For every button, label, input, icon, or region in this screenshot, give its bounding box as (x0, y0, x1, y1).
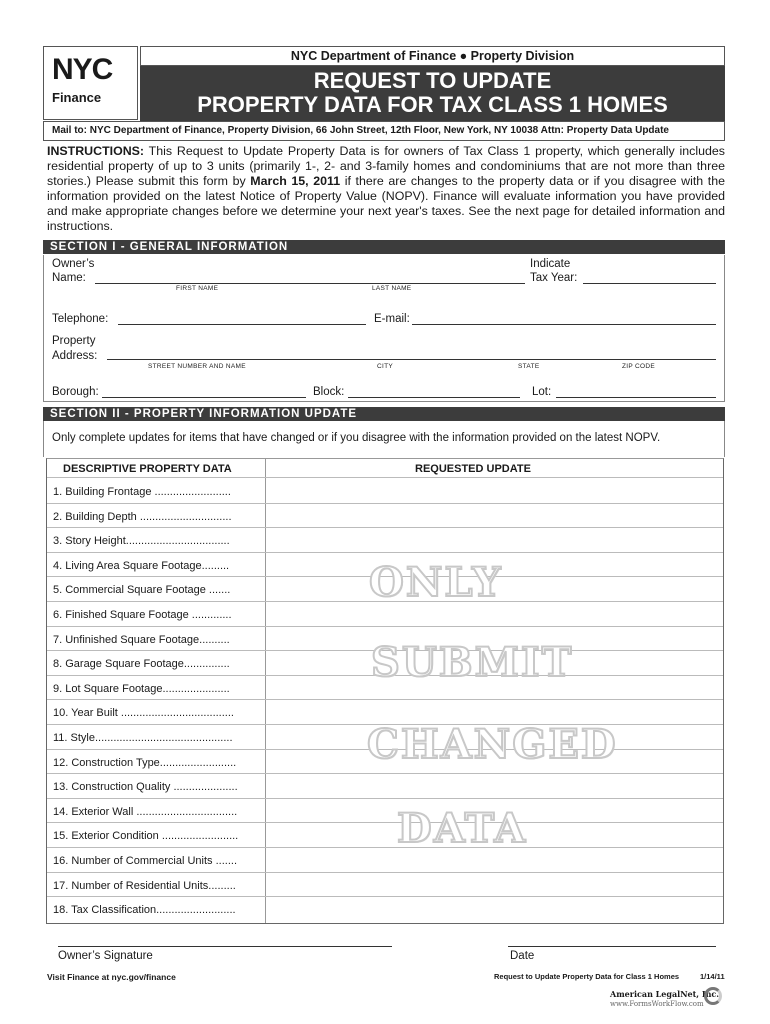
first-name-caption: FIRST NAME (176, 285, 219, 292)
property-address-label-1: Property (52, 335, 96, 347)
requested-update-cell[interactable] (266, 479, 723, 502)
row-label: 3. Story Height.................................. (53, 535, 230, 548)
email-field[interactable] (412, 324, 716, 325)
col-header-descriptive: DESCRIPTIVE PROPERTY DATA (63, 463, 232, 475)
logo-nyc-text: NYC (52, 53, 113, 86)
header-underline (47, 477, 723, 478)
requested-update-cell[interactable] (266, 504, 723, 527)
instructions-label: INSTRUCTIONS: (47, 144, 145, 158)
instructions-paragraph (47, 144, 725, 234)
row-label: 1. Building Frontage ......................... (53, 486, 231, 498)
col-header-requested: REQUESTED UPDATE (415, 463, 531, 475)
owners-name-label-2: Name: (52, 272, 86, 284)
section2-title: SECTION II - PROPERTY INFORMATION UPDATE (43, 407, 725, 421)
row-label: 17. Number of Residential Units......... (53, 879, 236, 892)
lot-label: Lot: (532, 386, 552, 398)
instructions-text-2: if there are changes to the property data or if you disagree with the information provided on the latest Notice of Property Value (NOPV). Finance will evaluate information you have provided and make appropriate changes before we determine your next year's taxes. See the next page for detailed information and instructions. (47, 174, 726, 233)
property-address-field[interactable] (107, 359, 716, 360)
borough-label: Borough: (52, 386, 99, 398)
tax-year-field[interactable] (583, 283, 716, 284)
requested-update-cell[interactable] (266, 774, 723, 797)
city-caption: CITY (377, 363, 394, 370)
row-label: 13. Construction Quality ..................... (53, 781, 238, 794)
telephone-field[interactable] (118, 324, 366, 325)
logo-finance-text: Finance (52, 90, 102, 105)
footer-visit-link[interactable]: Visit Finance at nyc.gov/finance (47, 972, 176, 982)
requested-update-cell[interactable] (266, 528, 723, 551)
row-label: 5. Commercial Square Footage ....... (53, 584, 231, 597)
row-label: 4. Living Area Square Footage......... (53, 559, 230, 572)
row-label: 12. Construction Type......................... (53, 756, 237, 769)
requested-update-cell[interactable] (266, 700, 723, 723)
form-title-bar (140, 66, 725, 121)
publisher-name: American LegalNet, Inc. (610, 989, 720, 999)
block-field[interactable] (348, 397, 520, 398)
email-label: E-mail: (374, 313, 410, 325)
date-label: Date (510, 950, 535, 962)
borough-field[interactable] (102, 397, 306, 398)
instructions-deadline: March 15, 2011 (250, 174, 341, 188)
watermark-only: ONLY (369, 559, 503, 606)
section2-note: Only complete updates for items that have changed or if you disagree with the information provided on the latest NOPV. (52, 432, 661, 444)
publisher-url: www.FormsWorkFlow.com (610, 1000, 704, 1008)
zip-caption: ZIP CODE (622, 363, 655, 370)
form-title-line2: PROPERTY DATA FOR TAX CLASS 1 HOMES (197, 92, 668, 117)
signature-label: Owner’s Signature (58, 950, 153, 962)
property-data-table (46, 458, 724, 924)
section1-title: SECTION I - GENERAL INFORMATION (43, 240, 725, 254)
footer-form-date: 1/14/11 (700, 972, 725, 981)
instructions-text-1: This Request to Update Property Data is for owners of Tax Class 1 property, which generally includes residential property of up to 3 units (primarily 1-, 2- and 3-family homes and condominiums that are not more than three stories.) Please submit this form by (47, 144, 725, 188)
watermark-changed: CHANGED (367, 721, 618, 768)
requested-update-cell[interactable] (266, 873, 723, 896)
department-line: NYC Department of Finance ● Property Division (140, 46, 725, 66)
row-label: 10. Year Built ..................................... (53, 707, 234, 720)
owners-name-label-1: Owner’s (52, 258, 95, 270)
tax-year-label-1: Indicate (530, 258, 571, 270)
row-label: 15. Exterior Condition ......................... (53, 830, 239, 843)
property-address-label-2: Address: (52, 350, 98, 362)
watermark-data: DATA (397, 805, 528, 852)
block-label: Block: (313, 386, 345, 398)
row-label: 2. Building Depth .............................. (53, 510, 232, 523)
row-label: 9. Lot Square Footage...................... (53, 682, 230, 695)
row-label: 8. Garage Square Footage............... (53, 658, 230, 671)
row-label: 7. Unfinished Square Footage.......... (53, 633, 230, 646)
watermark-submit: SUBMIT (371, 639, 574, 686)
row-label: 6. Finished Square Footage ............. (53, 609, 232, 621)
state-caption: STATE (518, 363, 540, 370)
nyc-finance-logo (43, 46, 138, 120)
lot-field[interactable] (556, 397, 716, 398)
publisher-logo-icon (704, 987, 722, 1005)
signature-field[interactable] (58, 946, 392, 947)
form-title-line1: REQUEST TO UPDATE (313, 68, 552, 93)
last-name-caption: LAST NAME (372, 285, 412, 292)
section1-box (43, 255, 725, 402)
row-label: 16. Number of Commercial Units ....... (53, 855, 237, 867)
row-label: 18. Tax Classification.......................... (53, 904, 236, 917)
footer-form-title: Request to Update Property Data for Class 1 Homes (494, 972, 680, 981)
mail-to-address: Mail to: NYC Department of Finance, Property Division, 66 John Street, 12th Floor, New York, NY 10038 Attn: Property Data Update (43, 121, 725, 141)
street-caption: STREET NUMBER AND NAME (148, 363, 246, 370)
row-label: 11. Style............................................. (53, 732, 233, 744)
requested-update-cell[interactable] (266, 897, 723, 920)
tax-year-label-2: Tax Year: (530, 272, 578, 284)
date-field[interactable] (508, 946, 716, 947)
publisher-block (604, 985, 726, 1015)
telephone-label: Telephone: (52, 313, 109, 325)
row-label: 14. Exterior Wall ................................. (53, 805, 238, 818)
owners-name-field[interactable] (95, 283, 525, 284)
